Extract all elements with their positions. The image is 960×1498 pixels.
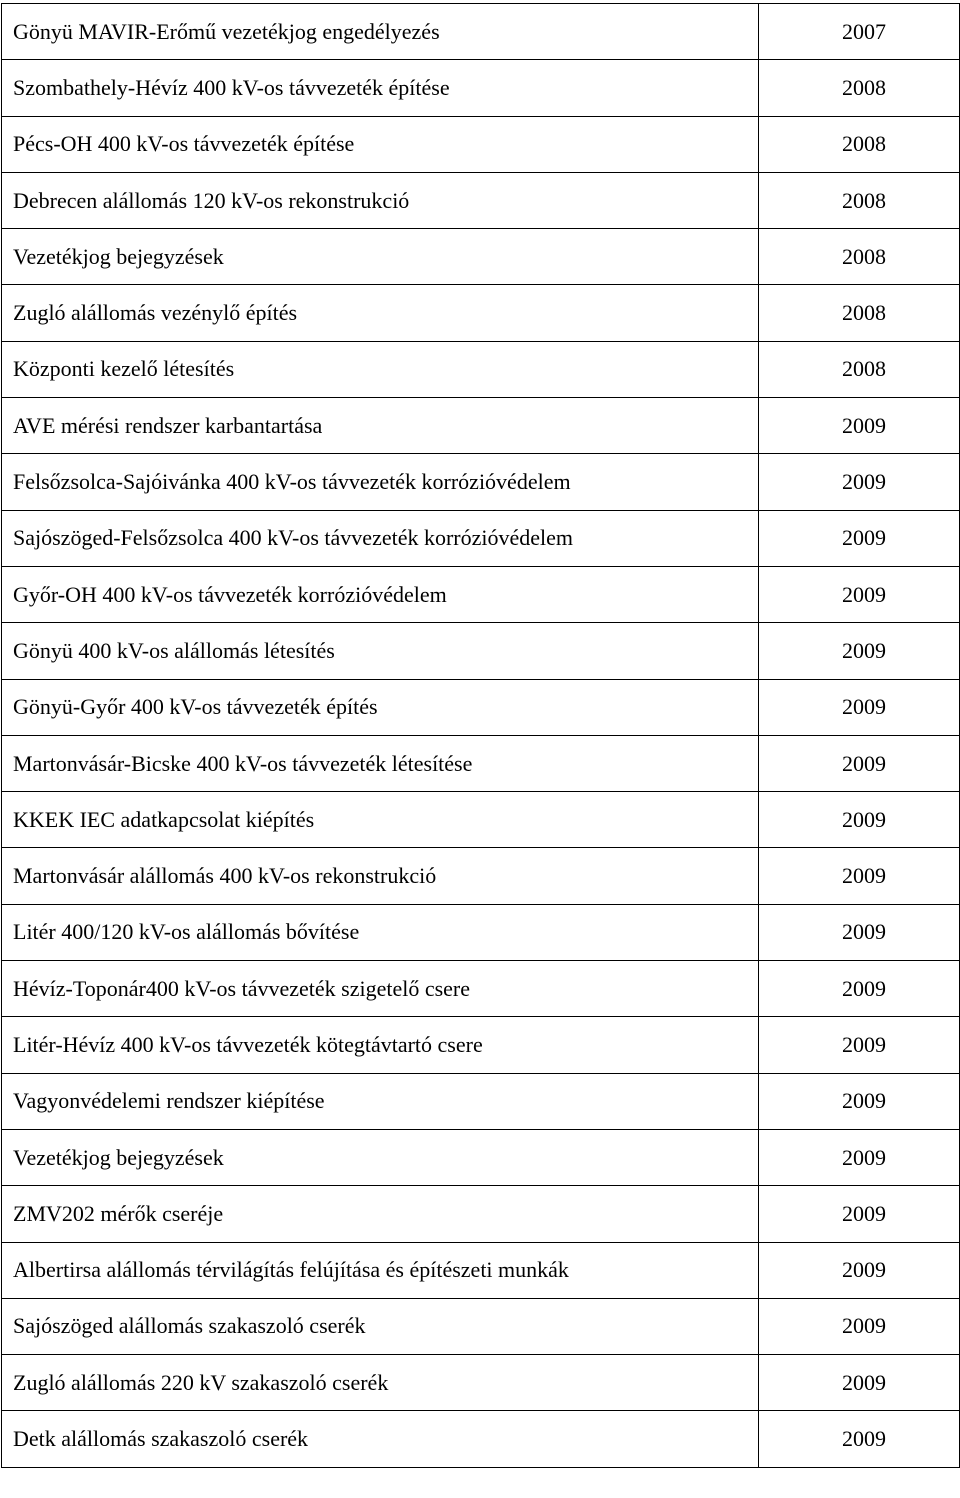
table-row <box>2 679 960 735</box>
project-name-cell: Pécs-OH 400 kV-os távvezeték építése <box>2 116 759 172</box>
project-name-cell: Martonvásár alállomás 400 kV-os rekonstrukció <box>2 848 759 904</box>
table-row <box>2 848 960 904</box>
project-name-cell: Vagyonvédelemi rendszer kiépítése <box>2 1073 759 1129</box>
table-row <box>2 735 960 791</box>
table-row <box>2 172 960 228</box>
table-row <box>2 285 960 341</box>
project-year-cell: 2009 <box>759 454 960 510</box>
table-row <box>2 4 960 60</box>
table-row <box>2 116 960 172</box>
project-name-cell: Zugló alállomás 220 kV szakaszoló cserék <box>2 1355 759 1411</box>
project-year-cell: 2009 <box>759 792 960 848</box>
project-year-cell: 2009 <box>759 735 960 791</box>
project-name-cell: Zugló alállomás vezénylő építés <box>2 285 759 341</box>
project-name-cell: Litér-Hévíz 400 kV-os távvezeték kötegtávtartó csere <box>2 1017 759 1073</box>
table-row <box>2 60 960 116</box>
table-row <box>2 1186 960 1242</box>
project-year-cell: 2009 <box>759 510 960 566</box>
project-name-cell: Központi kezelő létesítés <box>2 341 759 397</box>
project-year-cell: 2008 <box>759 285 960 341</box>
project-year-cell: 2009 <box>759 679 960 735</box>
project-table <box>1 3 960 1468</box>
table-row <box>2 1298 960 1354</box>
table-row <box>2 1129 960 1185</box>
project-year-cell: 2009 <box>759 1411 960 1467</box>
table-row <box>2 1017 960 1073</box>
project-name-cell: Győr-OH 400 kV-os távvezeték korrózióvédelem <box>2 566 759 622</box>
project-year-cell: 2009 <box>759 1017 960 1073</box>
table-row <box>2 623 960 679</box>
project-name-cell: Gönyü MAVIR-Erőmű vezetékjog engedélyezés <box>2 4 759 60</box>
project-name-cell: KKEK IEC adatkapcsolat kiépítés <box>2 792 759 848</box>
project-name-cell: Gönyü 400 kV-os alállomás létesítés <box>2 623 759 679</box>
project-name-cell: Martonvásár-Bicske 400 kV-os távvezeték létesítése <box>2 735 759 791</box>
table-row <box>2 229 960 285</box>
project-year-cell: 2009 <box>759 1298 960 1354</box>
project-name-cell: Gönyü-Győr 400 kV-os távvezeték építés <box>2 679 759 735</box>
project-year-cell: 2009 <box>759 1073 960 1129</box>
project-name-cell: Albertirsa alállomás térvilágítás felújítása és építészeti munkák <box>2 1242 759 1298</box>
table-row <box>2 904 960 960</box>
table-row <box>2 454 960 510</box>
project-year-cell: 2009 <box>759 848 960 904</box>
project-year-cell: 2008 <box>759 172 960 228</box>
table-row <box>2 1411 960 1467</box>
project-year-cell: 2008 <box>759 116 960 172</box>
project-name-cell: Szombathely-Hévíz 400 kV-os távvezeték építése <box>2 60 759 116</box>
project-name-cell: Debrecen alállomás 120 kV-os rekonstrukció <box>2 172 759 228</box>
table-row <box>2 1355 960 1411</box>
table-row <box>2 792 960 848</box>
project-year-cell: 2009 <box>759 904 960 960</box>
project-year-cell: 2008 <box>759 229 960 285</box>
table-row <box>2 341 960 397</box>
project-name-cell: Vezetékjog bejegyzések <box>2 229 759 285</box>
project-year-cell: 2007 <box>759 4 960 60</box>
table-row <box>2 566 960 622</box>
table-row <box>2 1242 960 1298</box>
project-year-cell: 2009 <box>759 566 960 622</box>
project-name-cell: Litér 400/120 kV-os alállomás bővítése <box>2 904 759 960</box>
project-year-cell: 2009 <box>759 398 960 454</box>
project-year-cell: 2009 <box>759 961 960 1017</box>
table-row <box>2 961 960 1017</box>
project-name-cell: Vezetékjog bejegyzések <box>2 1129 759 1185</box>
project-year-cell: 2009 <box>759 623 960 679</box>
project-name-cell: Sajószöged-Felsőzsolca 400 kV-os távvezeték korrózióvédelem <box>2 510 759 566</box>
project-year-cell: 2009 <box>759 1242 960 1298</box>
project-year-cell: 2008 <box>759 341 960 397</box>
project-name-cell: ZMV202 mérők cseréje <box>2 1186 759 1242</box>
table-row <box>2 1073 960 1129</box>
project-name-cell: Detk alállomás szakaszoló cserék <box>2 1411 759 1467</box>
project-table-body <box>2 4 960 1468</box>
project-year-cell: 2009 <box>759 1355 960 1411</box>
project-name-cell: Sajószöged alállomás szakaszoló cserék <box>2 1298 759 1354</box>
project-name-cell: AVE mérési rendszer karbantartása <box>2 398 759 454</box>
project-name-cell: Felsőzsolca-Sajóivánka 400 kV-os távvezeték korrózióvédelem <box>2 454 759 510</box>
project-name-cell: Hévíz-Toponár400 kV-os távvezeték szigetelő csere <box>2 961 759 1017</box>
project-year-cell: 2009 <box>759 1129 960 1185</box>
table-row <box>2 510 960 566</box>
table-row <box>2 398 960 454</box>
project-year-cell: 2008 <box>759 60 960 116</box>
project-year-cell: 2009 <box>759 1186 960 1242</box>
